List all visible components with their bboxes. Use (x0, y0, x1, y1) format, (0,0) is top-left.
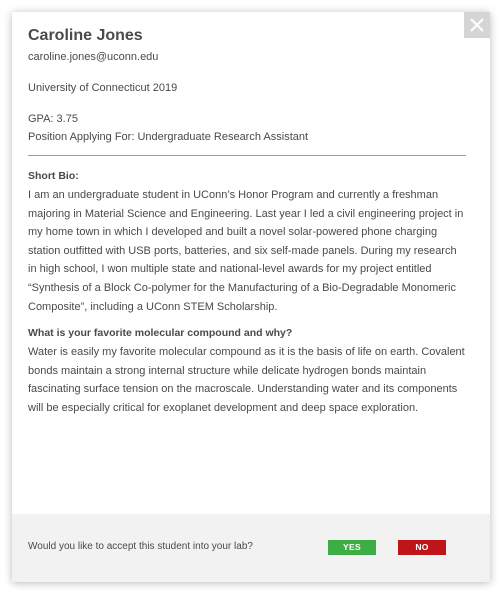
applicant-details (28, 26, 472, 418)
applicant-gpa: GPA: 3.75 (28, 113, 78, 125)
no-button[interactable]: NO (398, 540, 446, 555)
question-label: What is your favorite molecular compound and why? (28, 327, 293, 340)
decision-footer (12, 514, 490, 582)
applicant-name: Caroline Jones (28, 27, 143, 44)
applicant-email: caroline.jones@uconn.edu (28, 51, 159, 63)
bio-text: I am an undergraduate student in UConn’s Honor Program and currently a freshman majoring in Material Science and Engineering. Last year I led a civil engineering project in my home town in which I developed and built a novel solar-powered phone charging station outfitted with USB ports, batteries, and six self-made panels. During my research in high school, I won multiple state and national-level awards for my project entitled “Synthesis of a Block Co-polymer for the Manufacturing of a Bio-Degradable Monomeric Composite”, including a UConn STEM Scholarship. (28, 189, 464, 313)
applicant-position: Position Applying For: Undergraduate Research Assistant (28, 131, 309, 143)
applicant-modal (12, 12, 490, 582)
question-answer: Water is easily my favorite molecular compound as it is the basis of life on earth. Covalent bonds maintain a strong internal structure while delicate hydrogen bonds maintain fascinating surface tension on the macroscale. Understanding water and its components will be especially critical for exoplanet development and deep space exploration. (28, 346, 465, 414)
bio-label: Short Bio: (28, 170, 79, 182)
applicant-university: University of Connecticut 2019 (28, 82, 178, 94)
section-divider (28, 155, 466, 156)
accept-prompt: Would you like to accept this student into your lab? (28, 541, 253, 552)
yes-button[interactable]: YES (328, 540, 376, 555)
